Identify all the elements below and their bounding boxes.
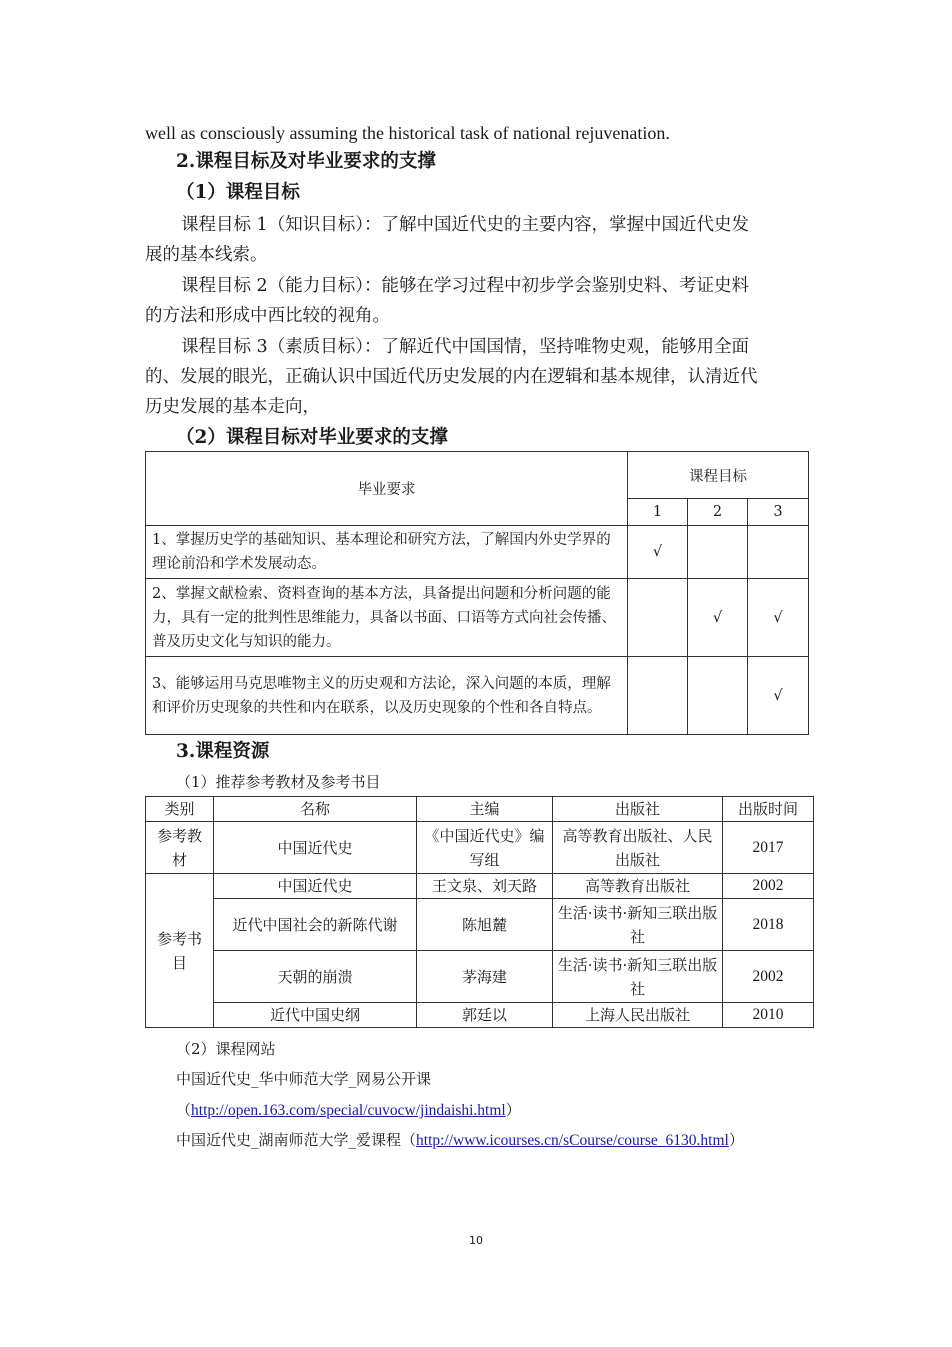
header-category: 类别 (146, 797, 214, 822)
book-title: 近代中国史纲 (214, 1003, 417, 1028)
header-graduation-requirement: 毕业要求 (146, 452, 628, 526)
requirement-text: 3、能够运用马克思唯物主义的历史观和方法论，深入问题的本质，理解和评价历史现象的共性和内在联系，以及历史现象的个性和各自特点。 (146, 657, 628, 735)
page-number: 10 (469, 1234, 483, 1247)
book-publisher: 生活·读书·新知三联出版社 (553, 951, 723, 1003)
intro-tail-text: well as consciously assuming the historical task of national rejuvenation. (145, 123, 670, 143)
support-table (145, 451, 809, 735)
close-paren: ） (728, 1131, 744, 1149)
requirement-text: 1、掌握历史学的基础知识、基本理论和研究方法，了解国内外史学界的理论前沿和学术发展动态。 (146, 526, 628, 579)
book-publisher: 上海人民出版社 (553, 1003, 723, 1028)
website-1-link-line (176, 1100, 521, 1121)
websites-subheading: （2）课程网站 (176, 1040, 276, 1058)
book-editor: 《中国近代史》编写组 (417, 822, 553, 874)
website-2-title: 中国近代史_湖南师范大学_爱课程（ (176, 1131, 417, 1149)
website-1-link[interactable]: http://open.163.com/special/cuvocw/jindaishi.html (191, 1102, 506, 1119)
website-2-line (176, 1130, 744, 1151)
header-title: 名称 (214, 797, 417, 822)
category-reference: 参考书目 (146, 874, 214, 1028)
website-2-link[interactable]: http://www.icourses.cn/sCourse/course_6130.html (416, 1132, 729, 1149)
support-subheading: （2）课程目标对毕业要求的支撑 (176, 427, 448, 448)
close-paren: ） (505, 1101, 521, 1119)
table-row (146, 899, 814, 951)
course-goal-3-line-3: 历史发展的基本走向， (145, 397, 320, 417)
book-publisher: 高等教育出版社、人民出版社 (553, 822, 723, 874)
header-publisher: 出版社 (553, 797, 723, 822)
table-header-row (146, 797, 814, 822)
course-goal-3-line-2: 的、发展的眼光，正确认识中国近代历史发展的内在逻辑和基本规律，认清近代 (145, 367, 758, 387)
open-paren: （ (176, 1101, 192, 1119)
check-mark (628, 579, 688, 657)
table-row (146, 1003, 814, 1028)
table-row (146, 579, 809, 657)
course-goal-1 (145, 210, 810, 270)
course-goal-3 (145, 332, 810, 422)
check-mark (748, 526, 809, 579)
table-row (146, 657, 809, 735)
website-1-title: 中国近代史_华中师范大学_网易公开课 (176, 1070, 432, 1088)
goal-col-2: 2 (688, 499, 748, 526)
book-editor: 茅海建 (417, 951, 553, 1003)
check-mark: √ (748, 579, 809, 657)
book-title: 中国近代史 (214, 874, 417, 899)
book-year: 2018 (723, 899, 814, 951)
course-goals-subheading: （1）课程目标 (176, 182, 300, 203)
table-row (146, 526, 809, 579)
header-course-goal: 课程目标 (628, 452, 809, 499)
books-table (145, 796, 814, 1028)
check-mark (688, 657, 748, 735)
goal-col-1: 1 (628, 499, 688, 526)
course-goal-1-line-2: 展的基本线索。 (145, 245, 268, 265)
category-textbook: 参考教材 (146, 822, 214, 874)
section-2-heading: 2.课程目标及对毕业要求的支撑 (176, 151, 436, 172)
course-goal-3-line-1: 课程目标 3（素质目标）：了解近代中国国情，坚持唯物史观，能够用全面 (181, 337, 749, 357)
course-goal-2 (145, 271, 810, 331)
book-editor: 陈旭麓 (417, 899, 553, 951)
book-title: 中国近代史 (214, 822, 417, 874)
table-row (146, 822, 814, 874)
check-mark (688, 526, 748, 579)
book-year: 2002 (723, 874, 814, 899)
header-year: 出版时间 (723, 797, 814, 822)
book-title: 天朝的崩溃 (214, 951, 417, 1003)
goal-col-3: 3 (748, 499, 809, 526)
book-title: 近代中国社会的新陈代谢 (214, 899, 417, 951)
requirement-text: 2、掌握文献检索、资料查询的基本方法，具备提出问题和分析问题的能力，具有一定的批判性思维能力，具备以书面、口语等方式向社会传播、普及历史文化与知识的能力。 (146, 579, 628, 657)
book-editor: 郭廷以 (417, 1003, 553, 1028)
course-goal-1-line-1: 课程目标 1（知识目标）：了解中国近代史的主要内容，掌握中国近代史发 (181, 215, 749, 235)
course-goal-2-line-1: 课程目标 2（能力目标）：能够在学习过程中初步学会鉴别史料、考证史料 (181, 276, 749, 296)
book-editor: 王文泉、刘天路 (417, 874, 553, 899)
book-year: 2010 (723, 1003, 814, 1028)
book-year: 2002 (723, 951, 814, 1003)
check-mark (628, 657, 688, 735)
textbooks-subheading: （1）推荐参考教材及参考书目 (176, 773, 381, 791)
course-goal-2-line-2: 的方法和形成中西比较的视角。 (145, 306, 390, 326)
section-3-heading: 3.课程资源 (176, 741, 270, 762)
header-editor: 主编 (417, 797, 553, 822)
check-mark: √ (688, 579, 748, 657)
book-publisher: 高等教育出版社 (553, 874, 723, 899)
table-row (146, 951, 814, 1003)
check-mark: √ (628, 526, 688, 579)
book-year: 2017 (723, 822, 814, 874)
table-row (146, 874, 814, 899)
book-publisher: 生活·读书·新知三联出版社 (553, 899, 723, 951)
check-mark: √ (748, 657, 809, 735)
